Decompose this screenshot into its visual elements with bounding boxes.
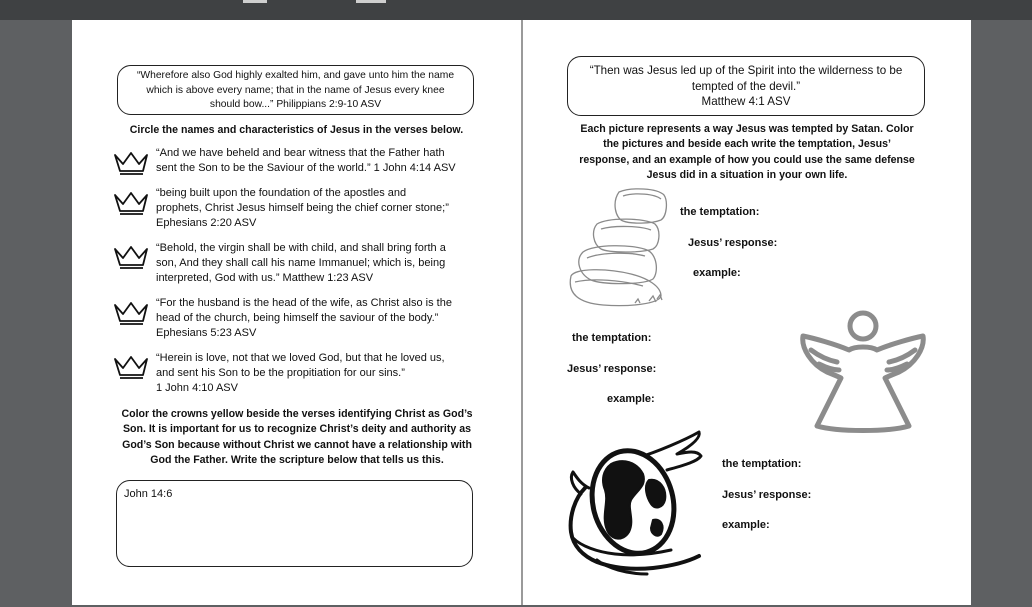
crown-icon bbox=[112, 299, 150, 327]
temptation-label: the temptation: bbox=[680, 206, 760, 218]
color-crowns-instructions bbox=[98, 407, 496, 468]
temptation-label: the temptation: bbox=[722, 458, 802, 470]
quote-line: “Then was Jesus led up of the Spirit into the wilderness to be bbox=[589, 64, 903, 77]
temptation-label: the temptation: bbox=[572, 332, 652, 344]
crown-icon bbox=[112, 189, 150, 217]
quote-line: Matthew 4:1 ASV bbox=[701, 95, 791, 108]
example-label: example: bbox=[693, 267, 741, 279]
verse-line: head of the church, being himself the saviour of the body.” bbox=[156, 312, 439, 325]
verse-4 bbox=[156, 296, 496, 342]
angel-icon bbox=[797, 306, 929, 434]
crown-icon bbox=[112, 353, 150, 381]
left-page bbox=[72, 20, 521, 605]
response-label: Jesus’ response: bbox=[722, 489, 812, 501]
philippians-quote-box bbox=[117, 65, 474, 115]
viewer-toolbar bbox=[0, 0, 1032, 20]
verse-3 bbox=[156, 241, 496, 287]
verse-line: 1 John 4:10 ASV bbox=[156, 382, 238, 395]
verse-5 bbox=[156, 351, 496, 397]
instruction-line: Son. It is important for us to recognize Christ’s deity and authority as bbox=[122, 423, 472, 436]
crown-icon bbox=[112, 243, 150, 271]
verse-line: interpreted, God with us.” Matthew 1:23 ASV bbox=[156, 272, 374, 285]
verse-line: prophets, Christ Jesus himself being the chief corner stone;” bbox=[156, 202, 449, 215]
quote-line: “Wherefore also God highly exalted him, and gave unto him the name bbox=[136, 70, 455, 81]
response-label: Jesus’ response: bbox=[688, 237, 778, 249]
temptation-instructions bbox=[559, 122, 935, 183]
heading-line: response, and an example of how you could use the same defense bbox=[579, 153, 915, 166]
right-page bbox=[523, 20, 971, 605]
quote-line: tempted of the devil.” bbox=[691, 79, 801, 93]
verse-line: sent the Son to be the Saviour of the world.” 1 John 4:14 ASV bbox=[156, 162, 456, 175]
response-label: Jesus’ response: bbox=[567, 363, 657, 375]
heading-line: the pictures and beside each write the temptation, Jesus’ bbox=[603, 138, 891, 151]
heading-line: Jesus did in a situation in your own life. bbox=[646, 168, 848, 181]
verse-1 bbox=[156, 146, 496, 176]
example-label: example: bbox=[607, 393, 655, 405]
heading-line: Each picture represents a way Jesus was tempted by Satan. Color bbox=[580, 123, 914, 135]
scripture-answer: John 14:6 bbox=[124, 488, 173, 500]
world-in-hand-icon bbox=[567, 428, 705, 576]
matthew-quote-box bbox=[567, 56, 925, 116]
instruction-line: God’s Son because without Christ we cannot have a relationship with bbox=[122, 438, 472, 451]
quote-line: should bow...” Philippians 2:9-10 ASV bbox=[209, 99, 382, 110]
verse-line: Ephesians 2:20 ASV bbox=[156, 217, 257, 230]
verse-line: “And we have beheld and bear witness that the Father hath bbox=[156, 147, 445, 159]
verse-line: “being built upon the foundation of the apostles and bbox=[156, 187, 407, 199]
verse-line: Ephesians 5:23 ASV bbox=[156, 327, 257, 340]
toolbar-stub bbox=[356, 0, 386, 3]
crown-icon bbox=[112, 149, 150, 177]
toolbar-stub bbox=[243, 0, 267, 3]
verse-line: “Herein is love, not that we loved God, but that he loved us, bbox=[156, 352, 445, 364]
scripture-answer-box bbox=[116, 480, 473, 567]
verse-2 bbox=[156, 186, 496, 232]
instruction-line: God the Father. Write the scripture below that tells us this. bbox=[150, 453, 444, 466]
verse-line: son, And they shall call his name Immanuel; which is, being bbox=[156, 257, 446, 270]
stones-icon bbox=[567, 186, 669, 308]
verse-line: “Behold, the virgin shall be with child, and shall bring forth a bbox=[156, 242, 446, 254]
quote-line: which is above every name; that in the name of Jesus every knee bbox=[146, 84, 445, 96]
circle-instructions-heading: Circle the names and characteristics of Jesus in the verses below. bbox=[129, 124, 464, 136]
instruction-line: Color the crowns yellow beside the verses identifying Christ as God’s bbox=[121, 408, 473, 420]
verse-line: and sent his Son to be the propitiation for our sins.” bbox=[156, 367, 405, 380]
verse-line: “For the husband is the head of the wife, as Christ also is the bbox=[156, 297, 452, 309]
example-label: example: bbox=[722, 519, 770, 531]
